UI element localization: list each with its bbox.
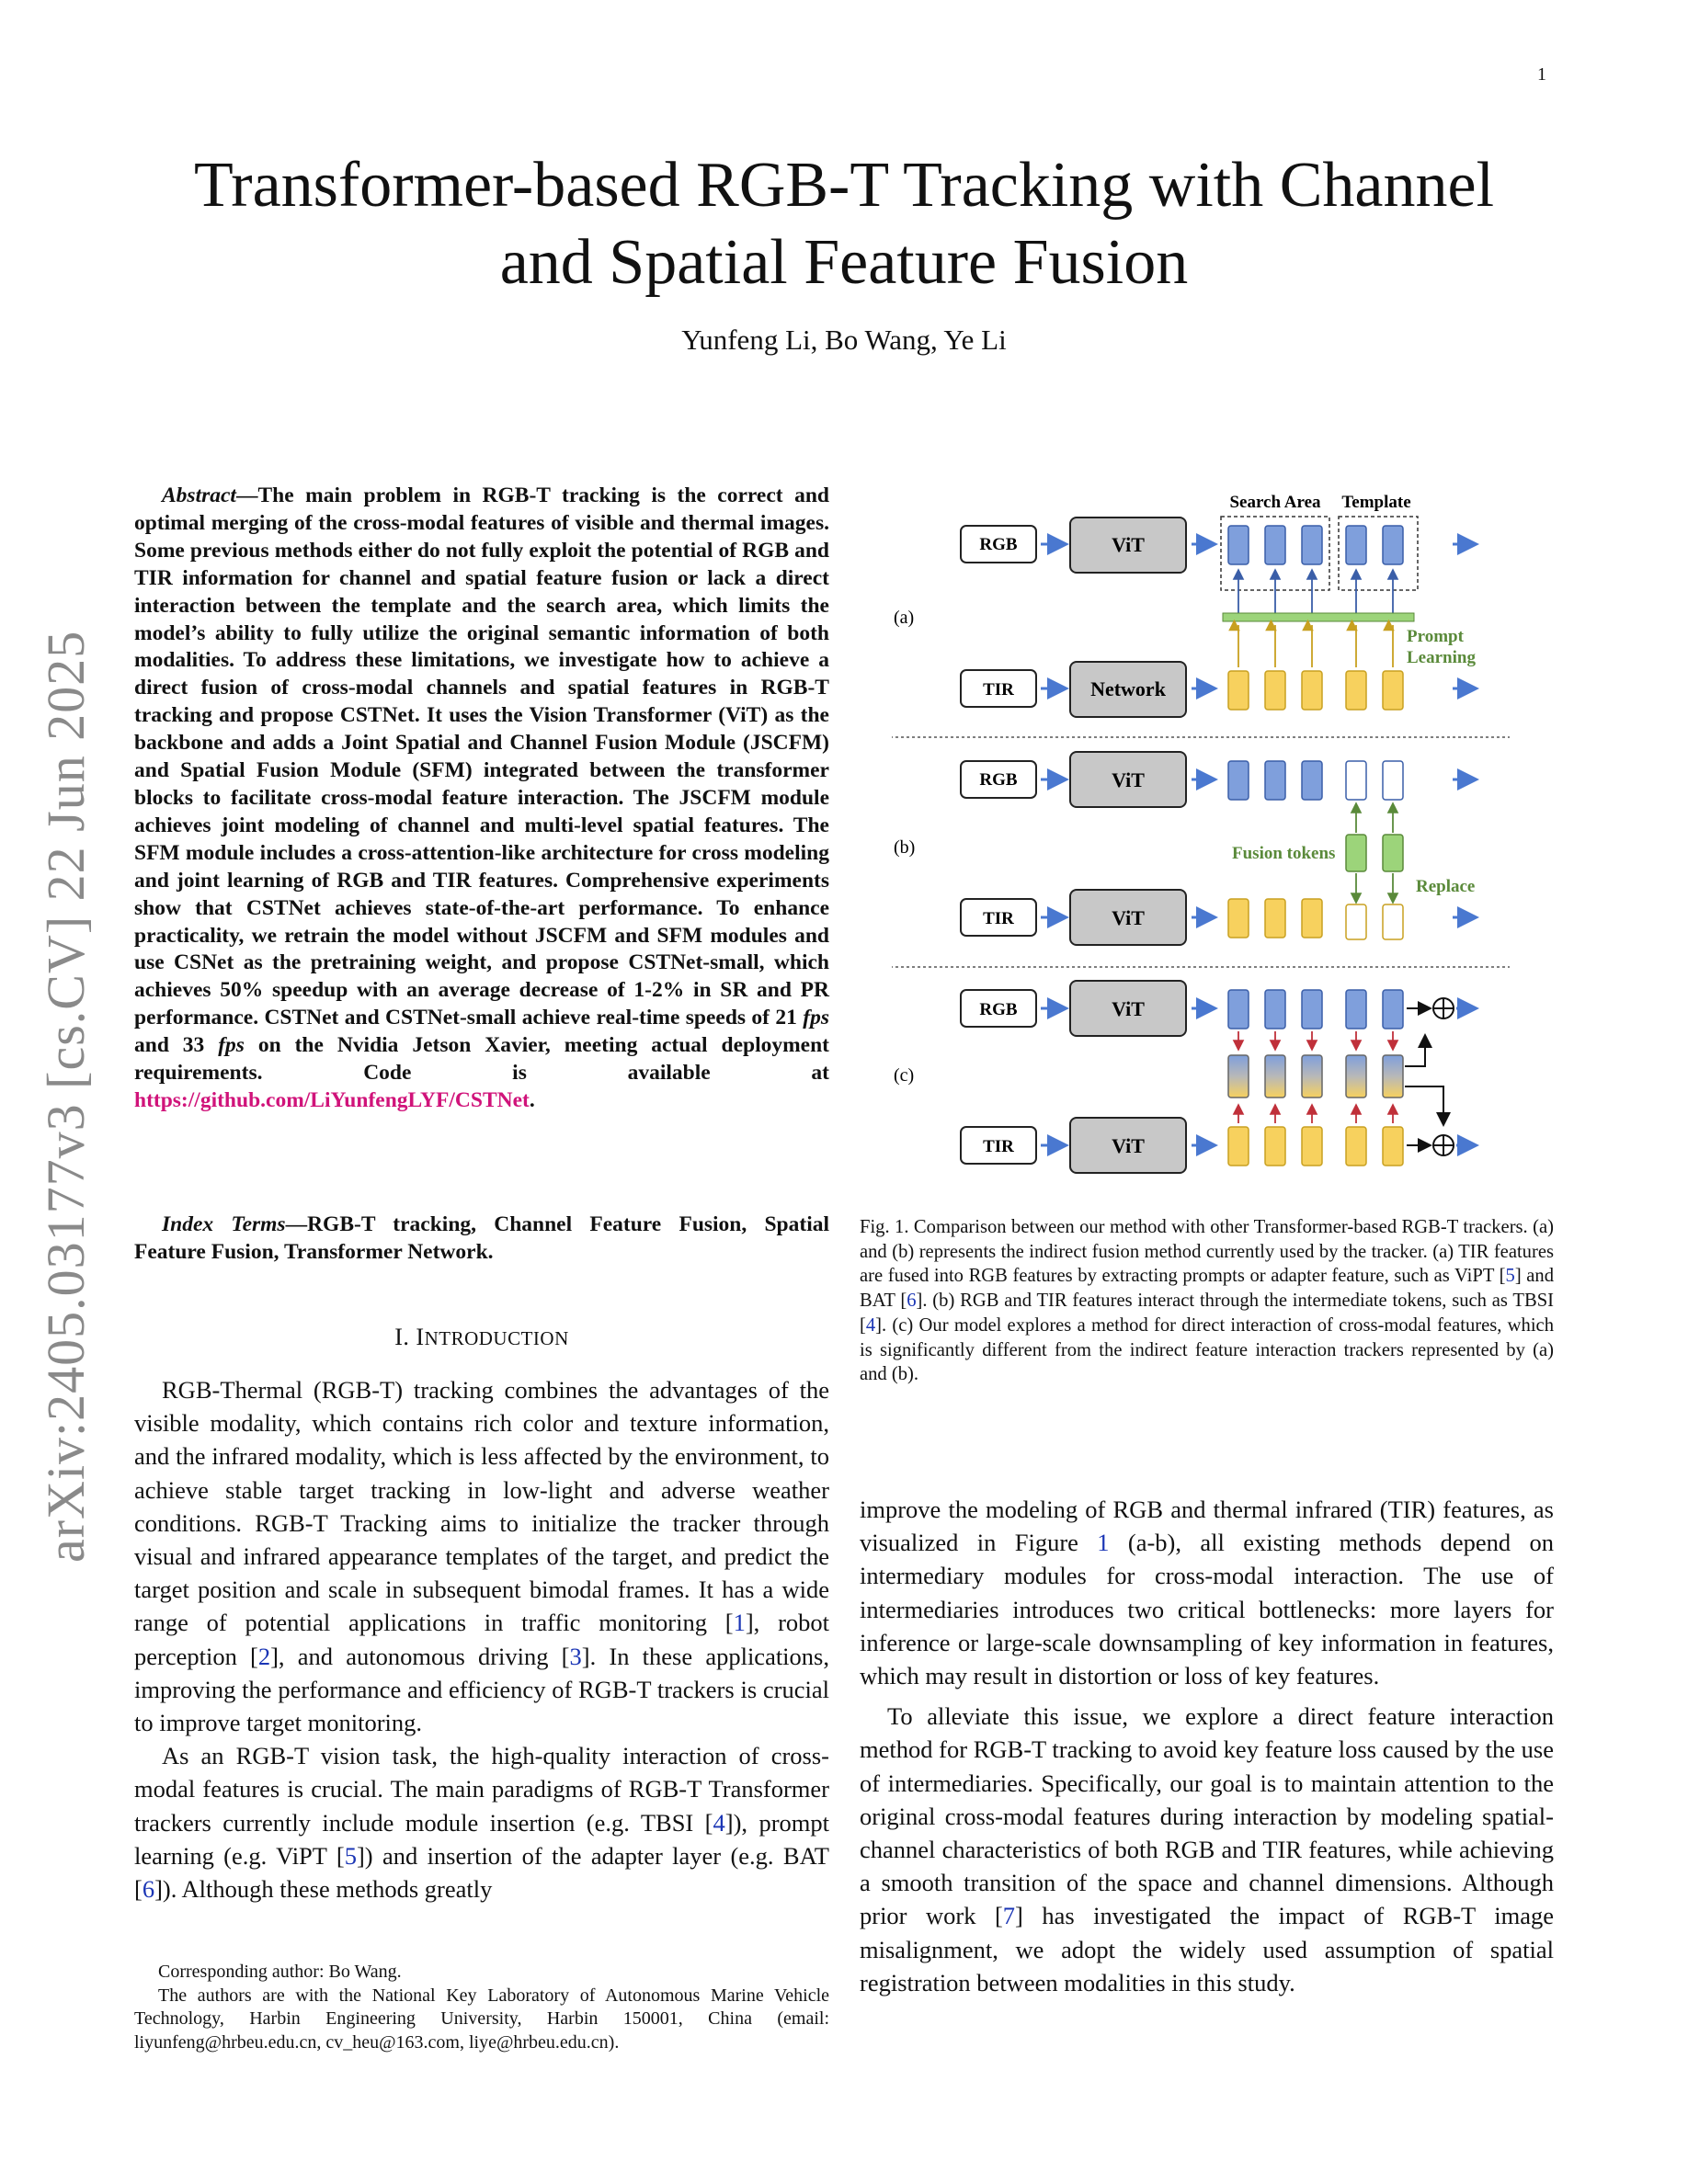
- tir-label: TIR: [983, 909, 1014, 928]
- citation-link[interactable]: 3: [569, 1642, 582, 1670]
- rgb-label: RGB: [979, 1000, 1018, 1019]
- rgb-label: RGB: [979, 770, 1018, 790]
- citation-link[interactable]: 4: [865, 1314, 876, 1336]
- vit-label: ViT: [1112, 768, 1145, 791]
- citation-link[interactable]: 5: [344, 1841, 357, 1870]
- abstract-label: Abstract: [162, 483, 236, 507]
- index-terms: [134, 1211, 829, 1267]
- abstract-and: and 33: [134, 1033, 219, 1058]
- section-title: NTRODUCTION: [424, 1327, 569, 1349]
- section-number: I. I: [394, 1324, 425, 1350]
- vit-label: ViT: [1112, 1134, 1145, 1157]
- introduction-text: [134, 1373, 829, 1905]
- panel-label-a: (a): [894, 608, 915, 628]
- right-paragraph-2: To alleviate this issue, we explore a direct feature interaction method for RGB-T tracking to avoid key feature loss caused by the use of intermediaries. Specifically, our goal is to maintain attention to the original cross-modal features during interaction by modeling spatial-channel characteristics of both RGB and TIR features, while achieving a smooth transition of the space and channel dimensions. Although prior work [7] has investigated the impact of RGB-T image misalignment, we adopt the widely used assumption of spatial registration between modalities in this study.: [860, 1702, 1554, 1996]
- footnote: [134, 1961, 829, 2054]
- citation-link[interactable]: 5: [1505, 1266, 1515, 1287]
- citation-link[interactable]: 1: [733, 1609, 746, 1637]
- vit-label: ViT: [1112, 997, 1145, 1020]
- fps-unit: fps: [803, 1006, 829, 1030]
- template-label: Template: [1341, 493, 1411, 512]
- footnote-corresponding: Corresponding author: Bo Wang.: [158, 1962, 402, 1982]
- search-area-label: Search Area: [1229, 493, 1321, 512]
- learning-label: Learning: [1407, 648, 1476, 667]
- tir-label: TIR: [983, 1137, 1014, 1156]
- prompt-bar: [1223, 613, 1414, 621]
- section-heading-introduction: [134, 1324, 829, 1351]
- panel-b: [961, 752, 1477, 945]
- intro-paragraph-2: As an RGB-T vision task, the high-quality interaction of cross-modal features is crucial. The main paradigms of RGB-T Transformer trackers currently include module insertion (e.g. TBSI [4]), prompt learning (e.g. ViPT [5]) and insertion of the adapter layer (e.g. BAT [6]). Although these methods greatly: [134, 1742, 830, 1904]
- prompt-label: Prompt: [1407, 627, 1464, 646]
- authors: Yunfeng Li, Bo Wang, Ye Li: [681, 324, 1007, 356]
- rgb-label: RGB: [979, 535, 1018, 554]
- page-number: 1: [1537, 64, 1546, 85]
- citation-link[interactable]: 7: [1002, 1902, 1016, 1930]
- fused-tokens: [1228, 1055, 1403, 1098]
- tir-up-arrows: [1238, 625, 1393, 667]
- arxiv-stamp: arXiv:2405.03177v3 [cs.CV] 22 Jun 2025: [36, 630, 96, 1563]
- intro-paragraph-1: RGB-Thermal (RGB-T) tracking combines the advantages of the visible modality, which contains rich color and texture information, and the infrared modality, which is less affected by the environment, to achieve stable target tracking in low-light and adverse weather conditions. RGB-T Tracking aims to initialize the tracker through visual and infrared appearance templates of the target, and predict the target position and scale in subsequent bimodal frames. It has a wide range of potential applications in traffic monitoring [1], robot perception [2], and autonomous driving [3]. In these applications, improving the performance and efficiency of RGB-T trackers is crucial to improve target monitoring.: [134, 1376, 830, 1737]
- fusion-tokens-label: Fusion tokens: [1232, 844, 1336, 863]
- title-line-2: and Spatial Feature Fusion: [499, 227, 1189, 298]
- abstract-text: —The main problem in RGB-T tracking is the correct and optimal merging of the cross-modal features of visible and thermal images. Some previous methods either do not fully exploit the potential of RGB and TIR information for channel and spatial feature fusion or lack a direct interaction between the template and the search area, which limits the model’s ability to fully utilize the original semantic information of both modalities. To address these limitations, we investigate how to achieve a direct fusion of cross-modal channels and spatial features in RGB-T tracking and propose CSTNet. It uses the Vision Transformer (ViT) as the backbone and adds a Joint Spatial and Channel Fusion Module (JSCFM) and Spatial Fusion Module (SFM) integrated between the transformer blocks to facilitate cross-modal feature interaction. The JSCFM module achieves joint modeling of channel and multi-level spatial features. The SFM module includes a cross-attention-like architecture for cross modeling and joint learning of RGB and TIR features. Comprehensive experiments show that CSTNet achieves state-of-the-art performance. To enhance practicality, we retrain the model without JSCFM and SFM modules and use CSNet as the pretraining weight, and propose CSTNet-small, which achieves 50% speedup with an average decrease of 1-2% in SR and PR performance. CSTNet and CSTNet-small achieve real-time speeds of 21: [134, 483, 829, 1030]
- abstract-text-end: on the Nvidia Jetson Xavier, meeting actual deployment requirements. Code is available at: [134, 1033, 829, 1086]
- citation-link[interactable]: 4: [713, 1808, 725, 1837]
- vit-label: ViT: [1112, 906, 1145, 929]
- network-label: Network: [1090, 677, 1166, 700]
- footnote-affiliation: The authors are with the National Key Laboratory of Autonomous Marine Vehicle Technology, Harbin Engineering University, Harbin 150001, China (email: liyunfeng@hrbeu.edu.cn, cv_heu@163.com, liye@hrbeu.edu.cn).: [134, 1985, 829, 2053]
- vit-label: ViT: [1112, 533, 1145, 556]
- tir-label: TIR: [983, 680, 1014, 700]
- panel-label-c: (c): [894, 1065, 915, 1086]
- rgb-tokens-a: [1228, 526, 1403, 564]
- panel-c: [961, 981, 1477, 1173]
- figure-link[interactable]: 1: [1097, 1529, 1110, 1557]
- fusion-tokens: [1346, 835, 1403, 871]
- citation-link[interactable]: 2: [257, 1642, 271, 1670]
- title-line-1: Transformer-based RGB-T Tracking with Channel: [193, 150, 1495, 221]
- citation-link[interactable]: 6: [142, 1875, 155, 1904]
- index-terms-label: Index Terms: [162, 1212, 286, 1236]
- abstract: [134, 483, 829, 1115]
- replace-label: Replace: [1416, 877, 1476, 896]
- citation-link[interactable]: 6: [907, 1291, 917, 1312]
- right-paragraph-1: improve the modeling of RGB and thermal infrared (TIR) features, as visualized in Figure 1 (a-b), all existing methods depend on intermediary modules for cross-modal interaction. The use of intermediaries introduces two critical bottlenecks: more layers for inference or large-scale downsampling of key information in features, which may result in distortion or loss of key features.: [860, 1496, 1554, 1690]
- paper-title: [0, 147, 1688, 301]
- figure-1-diagram: [892, 487, 1535, 1186]
- code-link[interactable]: https://github.com/LiYunfengLYF/CSTNet: [134, 1087, 530, 1112]
- right-column-text: [860, 1493, 1554, 1999]
- index-terms-text: —RGB-T tracking, Channel Feature Fusion, Spatial Feature Fusion, Transformer Network.: [134, 1212, 829, 1264]
- tir-tokens-a: [1228, 671, 1403, 710]
- panel-label-b: (b): [894, 837, 916, 858]
- abstract-period: .: [529, 1087, 535, 1112]
- panel-a: [961, 493, 1477, 717]
- prompt-up-arrows: [1238, 570, 1393, 614]
- fps-unit-2: fps: [218, 1033, 245, 1058]
- figure-caption: Fig. 1. Comparison between our method with other Transformer-based RGB-T trackers. (a) and (b) represents the indirect fusion method currently used by the tracker. (a) TIR features are fused into RGB features by extracting prompts or adapter feature, such as ViPT [5] and BAT [6]. (b) RGB and TIR features interact through the intermediate tokens, such as TBSI [4]. (c) Our model explores a method for direct interaction of cross-modal features, which is significantly different from the indirect feature interaction trackers represented by (a) and (b).: [860, 1217, 1554, 1385]
